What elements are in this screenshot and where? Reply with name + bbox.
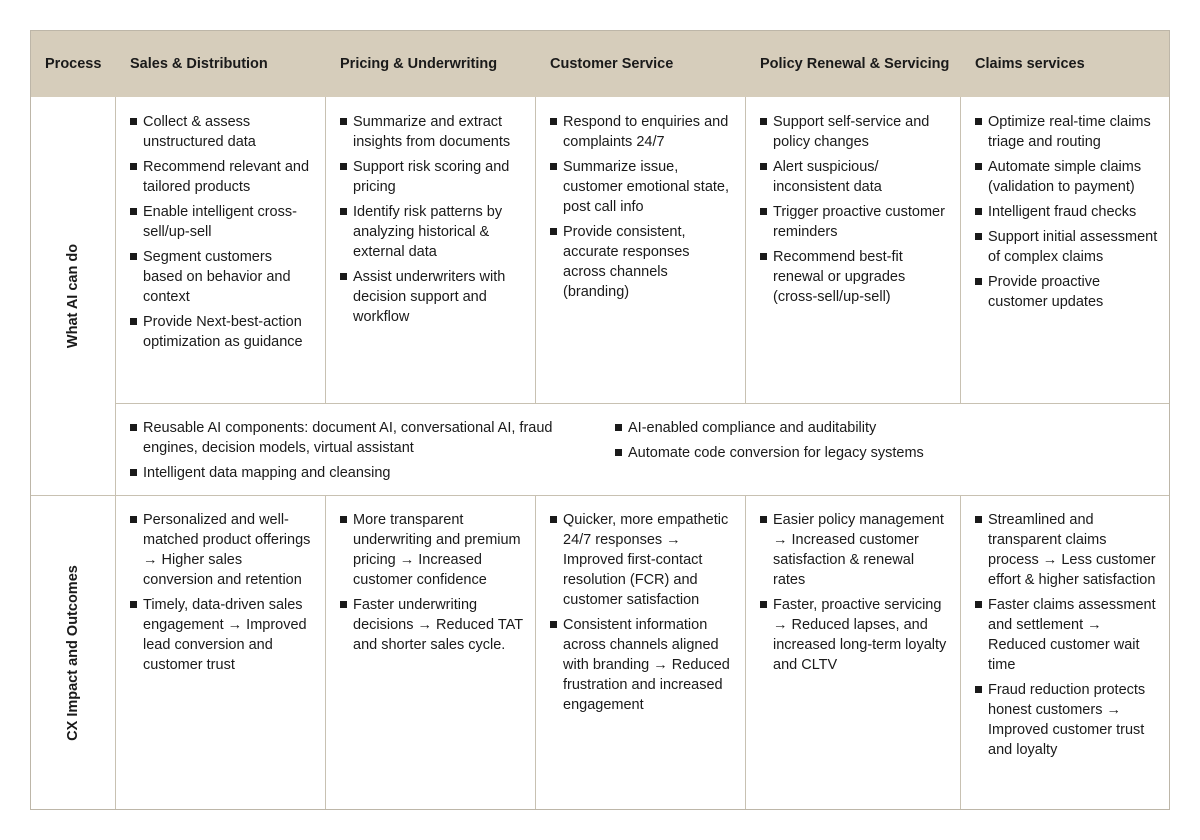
cell-cx-renewal <box>746 496 960 680</box>
cell-ai-service <box>536 98 745 307</box>
list-item: Faster, proactive servicing → Reduced lapses, and increased long-term loyalty and CLTV <box>760 595 950 675</box>
list-item: Consistent information across channels aligned with branding → Reduced frustration and increased engagement <box>550 615 735 715</box>
list-item: Streamlined and transparent claims process → Less customer effort & higher satisfaction <box>975 510 1159 590</box>
list-item: Faster claims assessment and settlement → Reduced customer wait time <box>975 595 1159 675</box>
cell-ai-sales <box>116 98 325 357</box>
list-item: Recommend relevant and tailored products <box>130 157 315 197</box>
list-item: Collect & assess unstructured data <box>130 112 315 152</box>
header-policy-renewal: Policy Renewal & Servicing <box>746 31 961 97</box>
row-label-text: CX Impact and Outcomes <box>65 564 81 741</box>
cell-ai-shared-right <box>601 404 1141 468</box>
list-item: Personalized and well-matched product offerings → Higher sales conversion and retention <box>130 510 315 590</box>
header-process: Process <box>31 31 116 97</box>
list-item: Intelligent data mapping and cleansing <box>130 463 586 483</box>
list-item: Automate code conversion for legacy systems <box>615 443 1131 463</box>
list-item: More transparent underwriting and premium pricing → Increased customer confidence <box>340 510 525 590</box>
list-item: Assist underwriters with decision support and workflow <box>340 267 525 327</box>
list-item: Support initial assessment of complex claims <box>975 227 1159 267</box>
list-item: Reusable AI components: document AI, conversational AI, fraud engines, decision models, virtual assistant <box>130 418 586 458</box>
list-item: Fraud reduction protects honest customers → Improved customer trust and loyalty <box>975 680 1159 760</box>
header-pricing-underwriting: Pricing & Underwriting <box>326 31 536 97</box>
cell-ai-pricing <box>326 98 535 332</box>
list-item: Respond to enquiries and complaints 24/7 <box>550 112 735 152</box>
header-customer-service: Customer Service <box>536 31 746 97</box>
list-item: Trigger proactive customer reminders <box>760 202 950 242</box>
list-item: Intelligent fraud checks <box>975 202 1159 222</box>
list-item: Timely, data-driven sales engagement → Improved lead conversion and customer trust <box>130 595 315 675</box>
process-table <box>30 30 1170 810</box>
list-item: Provide consistent, accurate responses across channels (branding) <box>550 222 735 302</box>
row-label-what-ai-can-do <box>31 97 115 495</box>
list-item: Summarize issue, customer emotional state, post call info <box>550 157 735 217</box>
cell-ai-renewal <box>746 98 960 312</box>
list-item: Easier policy management → Increased customer satisfaction & renewal rates <box>760 510 950 590</box>
header-claims-services: Claims services <box>961 31 1169 97</box>
list-item: Recommend best-fit renewal or upgrades (cross-sell/up-sell) <box>760 247 950 307</box>
list-item: Automate simple claims (validation to payment) <box>975 157 1159 197</box>
row-label-cx-impact <box>31 496 115 809</box>
cell-cx-service <box>536 496 745 720</box>
header-sales-distribution: Sales & Distribution <box>116 31 326 97</box>
list-item: Segment customers based on behavior and context <box>130 247 315 307</box>
list-item: Alert suspicious/ inconsistent data <box>760 157 950 197</box>
list-item: Identify risk patterns by analyzing historical & external data <box>340 202 525 262</box>
cell-cx-claims <box>961 496 1169 765</box>
row-label-text: What AI can do <box>65 243 81 349</box>
list-item: Provide Next-best-action optimization as guidance <box>130 312 315 352</box>
list-item: Optimize real-time claims triage and routing <box>975 112 1159 152</box>
list-item: Provide proactive customer updates <box>975 272 1159 312</box>
list-item: Support risk scoring and pricing <box>340 157 525 197</box>
cell-ai-shared-left <box>116 404 596 488</box>
cell-cx-pricing <box>326 496 535 660</box>
list-item: AI-enabled compliance and auditability <box>615 418 1131 438</box>
cell-cx-sales <box>116 496 325 680</box>
list-item: Support self-service and policy changes <box>760 112 950 152</box>
list-item: Faster underwriting decisions → Reduced TAT and shorter sales cycle. <box>340 595 525 655</box>
list-item: Quicker, more empathetic 24/7 responses → Improved first-contact resolution (FCR) and customer satisfaction <box>550 510 735 610</box>
list-item: Summarize and extract insights from documents <box>340 112 525 152</box>
cell-ai-claims <box>961 98 1169 317</box>
list-item: Enable intelligent cross-sell/up-sell <box>130 202 315 242</box>
